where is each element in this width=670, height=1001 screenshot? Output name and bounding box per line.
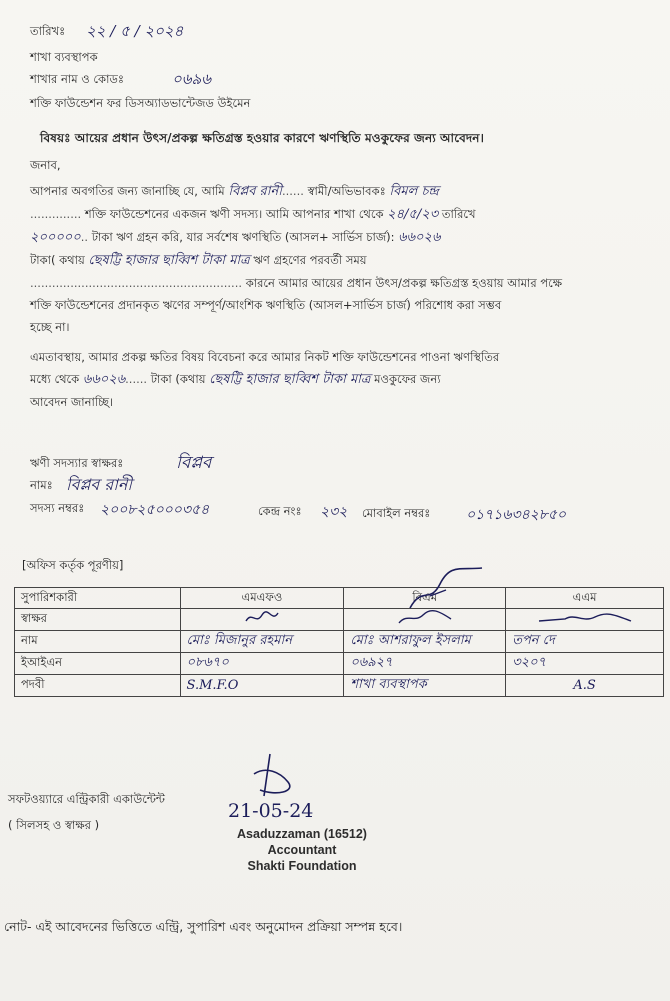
guardian-name: বিমল চন্দ্র (389, 184, 439, 199)
table-row (15, 675, 664, 697)
p1-text-a: আপনার অবগতির জন্য জানাচ্ছি যে, আমি (30, 184, 225, 198)
balance-amount: ৬৬০২৬ (398, 230, 441, 245)
table-row (15, 631, 664, 653)
branch-label: শাখার নাম ও কোডঃ (30, 72, 125, 86)
subject-line: বিষয়ঃ আয়ের প্রধান উৎস/প্রকল্প ক্ষতিগ্রস্ত হওয়ার কারণে ঋণস্থিতি মওকুফের জন্য আবেদন। (40, 131, 484, 145)
table-cell: A.S (506, 675, 664, 697)
table-cell: শাখা ব্যবস্থাপক (344, 675, 506, 697)
row-label: স্বাক্ষর (15, 609, 181, 631)
stamp-title: Accountant (267, 843, 337, 857)
p2-text-a: এমতাবস্থায়, আমার প্রকল্প ক্ষতির বিষয় বিবেচনা করে আমার নিকট শক্তি ফাউন্ডেশনের পাওনা ঋণস্থিতির (30, 350, 500, 364)
member-name: বিপ্লব রানী (66, 475, 132, 494)
table-cell: মোঃ আশরাফুল ইসলাম (344, 631, 506, 653)
office-table (14, 587, 664, 697)
stamp-name: Asaduzzaman (16512) (237, 827, 367, 841)
p1-text-f: টাকা( কথায় (30, 253, 85, 267)
header-cell: এমএফও (180, 588, 344, 609)
member-no-label: সদস্য নম্বরঃ (30, 501, 85, 515)
p1-text-d: তারিখে (441, 207, 476, 221)
signature-mark (535, 609, 635, 627)
table-cell: ০৬৯২৭ (344, 653, 506, 675)
manager-line: শাখা ব্যবস্থাপক (30, 50, 98, 64)
waive-in-words: ছেষট্টি হাজার ছাব্বিশ টাকা মাত্র (209, 372, 371, 387)
header-cell: বিএম (344, 588, 506, 609)
body-paragraph-1: আপনার অবগতির জন্য জানাচ্ছি যে, আমি বিপ্লব রানী...... স্বামী/অভিভাবকঃ বিমল চন্দ্র .............. শক্তি ফাউন্ডেশনের একজন ঋণী সদস্য। আমি আপনার শাখা থেকে ২৪/৫/২৩ তারিখে ২০০০০০.. টাকা ঋণ গ্রহন করি, যার সর্বশেষ ঋণস্থিতি (আসল+ সার্ভিস চার্জ): ৬৬০২৬ টাকা( কথায় ছেষট্টি হাজার ছাব্বিশ টাকা মাত্র ঋণ গ্রহণের পরবর্তী সময় .......................................................... কারনে আমার আয়ের প্রধান উৎস/প্রকল্প ক্ষতিগ্রস্ত হওয়ায় আমার পক্ষে শক্তি ফাউন্ডেশনের প্রদানকৃত ঋণের সম্পূর্ণ/আংশিক ঋণস্থিতি (আসল+সার্ভিস চার্জ) পরিশোধ করা সম্ভব হচ্ছে না। (30, 184, 563, 334)
seal-signature-label: ( সিলসহ ও স্বাক্ষর ) (8, 818, 100, 832)
member-no: ২০০৮২৫০০০৩৫৪ (100, 502, 210, 518)
mobile-label: মোবাইল নম্বরঃ (362, 506, 431, 520)
header-cell: এএম (506, 588, 664, 609)
p1-text-g: ঋণ গ্রহণের পরবর্তী সময় (253, 253, 367, 267)
balance-in-words: ছেষট্টি হাজার ছাব্বিশ টাকা মাত্র (88, 253, 250, 268)
signature-cell (506, 609, 664, 631)
row-label: ইআইএন (15, 653, 181, 675)
table-cell: S.M.F.O (180, 675, 344, 697)
salutation: জনাব, (30, 158, 61, 172)
loan-amount: ২০০০০০ (30, 230, 81, 245)
software-entry-label: সফটওয়্যারে এন্ট্রিকারী একাউন্টেন্ট (8, 792, 165, 806)
p2-text-d: মওকুফের জন্য (374, 372, 441, 386)
waive-amount: ৬৬০২৬ (82, 372, 126, 387)
p1-text-j: হচ্ছে না। (30, 320, 70, 334)
office-section-label: [অফিস কর্তৃক পূরণীয়] (22, 558, 124, 572)
center-label: কেন্দ্র নংঃ (258, 504, 302, 518)
table-row (15, 653, 664, 675)
date-label: তারিখঃ (30, 24, 66, 38)
table-cell: তপন দে (506, 631, 664, 653)
accountant-signature (240, 752, 300, 802)
member-signature: বিপ্লব (176, 453, 212, 473)
accountant-handwritten-date: 21-05-24 (228, 800, 314, 822)
table-cell: মোঃ মিজানুর রহমান (180, 631, 344, 653)
row-label: নাম (15, 631, 181, 653)
row-label: পদবী (15, 675, 181, 697)
p1-text-c: শক্তি ফাউন্ডেশনের একজন ঋণী সদস্য। আমি আপনার শাখা থেকে (84, 207, 384, 221)
body-paragraph-2: এমতাবস্থায়, আমার প্রকল্প ক্ষতির বিষয় বিবেচনা করে আমার নিকট শক্তি ফাউন্ডেশনের পাওনা ঋণস্থিতির মধ্যে থেকে ৬৬০২৬...... টাকা (কথায় ছেষট্টি হাজার ছাব্বিশ টাকা মাত্র মওকুফের জন্য আবেদন জানাচ্ছি। (30, 350, 500, 409)
member-signature-label: ঋণী সদস্যার স্বাক্ষরঃ (30, 456, 124, 470)
table-row (15, 609, 664, 631)
stamp-org: Shakti Foundation (247, 859, 357, 873)
p1-text-e: টাকা ঋণ গ্রহন করি, যার সর্বশেষ ঋণস্থিতি (আসল+ সার্ভিস চার্জ): (91, 230, 395, 244)
table-cell: ০৮৬৭০ (180, 653, 344, 675)
bm-signature-flourish (400, 566, 490, 616)
table-header-row (15, 588, 664, 609)
note-line: নোট- এই আবেদনের ভিত্তিতে এন্ট্রি, সুপারিশ এবং অনুমোদন প্রক্রিয়া সম্পন্ন হবে। (4, 919, 403, 934)
applicant-name: বিপ্লব রানী (228, 184, 282, 199)
accountant-stamp (214, 826, 390, 874)
signature-cell (180, 609, 344, 631)
center-no: ২৩২ (320, 504, 348, 520)
p1-text-h: কারনে আমার আয়ের প্রধান উৎস/প্রকল্প ক্ষতিগ্রস্ত হওয়ায় আমার পক্ষে (245, 276, 563, 290)
header-cell: সুপারিশকারী (15, 588, 181, 609)
table-cell: ৩২০৭ (506, 653, 664, 675)
p1-text-b: স্বামী/অভিভাবকঃ (307, 184, 386, 198)
member-name-label: নামঃ (30, 478, 53, 492)
mobile-no: ০১৭১৬৩৪২৮৫০ (466, 507, 567, 523)
p2-text-b: মধ্যে থেকে (30, 372, 80, 386)
date-value: ২২ / ৫ / ২০২৪ (86, 22, 184, 40)
org-line: শক্তি ফাউন্ডেশন ফর ডিসঅ্যাডভান্টেজড উইমেন (30, 96, 251, 110)
signature-mark (242, 609, 282, 627)
p2-text-c: টাকা (কথায় (150, 372, 206, 386)
branch-code: ০৬৯৬ (172, 70, 211, 88)
p2-text-e: আবেদন জানাচ্ছি। (30, 395, 114, 409)
p1-text-i: শক্তি ফাউন্ডেশনের প্রদানকৃত ঋণের সম্পূর্ণ/আংশিক ঋণস্থিতি (আসল+সার্ভিস চার্জ) পরিশোধ করা সম্ভব (30, 298, 502, 312)
loan-date: ২৪/৫/২৩ (387, 207, 439, 222)
